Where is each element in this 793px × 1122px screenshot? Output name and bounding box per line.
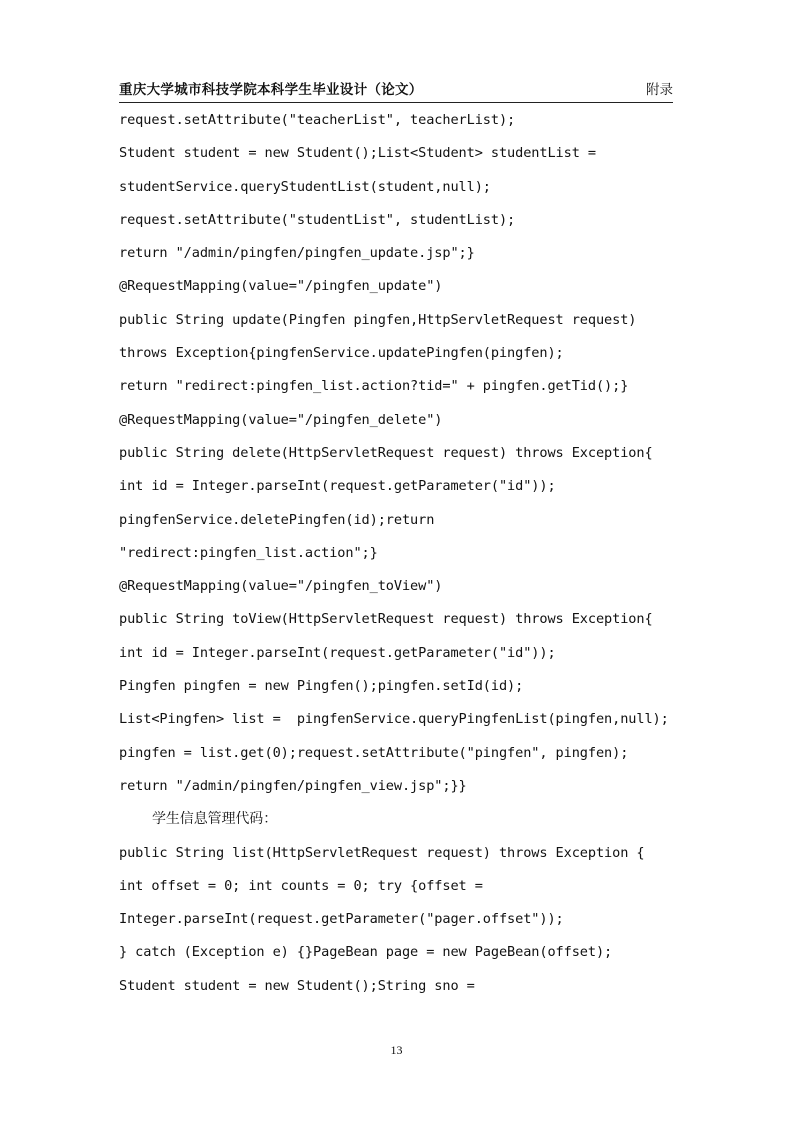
code-line: public String update(Pingfen pingfen,HttpServletRequest request)	[119, 311, 637, 328]
code-line: return "redirect:pingfen_list.action?tid=" + pingfen.getTid();}	[119, 378, 629, 395]
code-line: public String toView(HttpServletRequest request) throws Exception{	[119, 611, 653, 628]
code-line: } catch (Exception e) {}PageBean page = new PageBean(offset);	[119, 944, 613, 961]
code-line: int offset = 0; int counts = 0; try {offset =	[119, 877, 483, 894]
code-line: throws Exception{pingfenService.updatePingfen(pingfen);	[119, 345, 564, 362]
section-caption: 学生信息管理代码：	[152, 811, 278, 828]
code-line: pingfenService.deletePingfen(id);return	[119, 511, 435, 528]
code-line: "redirect:pingfen_list.action";}	[119, 544, 378, 561]
code-line: public String delete(HttpServletRequest request) throws Exception{	[119, 444, 653, 461]
code-line: @RequestMapping(value="/pingfen_toView")	[119, 578, 443, 595]
code-line: Student student = new Student();List<Student> studentList =	[119, 145, 596, 162]
code-line: request.setAttribute("teacherList", teacherList);	[119, 112, 516, 128]
code-line: @RequestMapping(value="/pingfen_update")	[119, 278, 443, 295]
code-line: Pingfen pingfen = new Pingfen();pingfen.setId(id);	[119, 678, 524, 695]
code-line: Integer.parseInt(request.getParameter("pager.offset"));	[119, 911, 564, 928]
code-line: public String list(HttpServletRequest request) throws Exception {	[119, 844, 645, 861]
code-listing	[119, 107, 679, 1006]
code-line: List<Pingfen> list = pingfenService.queryPingfenList(pingfen,null);	[119, 711, 669, 728]
code-line: studentService.queryStudentList(student,null);	[119, 178, 491, 195]
page-number: 13	[390, 1043, 403, 1057]
code-line: @RequestMapping(value="/pingfen_delete")	[119, 411, 443, 428]
code-line: int id = Integer.parseInt(request.getParameter("id"));	[119, 644, 556, 661]
code-line: pingfen = list.get(0);request.setAttribute("pingfen", pingfen);	[119, 744, 629, 761]
code-line: return "/admin/pingfen/pingfen_update.jsp";}	[119, 245, 475, 262]
header-title: 重庆大学城市科技学院本科学生毕业设计（论文）	[119, 82, 423, 98]
code-line: Student student = new Student();String sno =	[119, 977, 475, 994]
code-line: request.setAttribute("studentList", studentList);	[119, 211, 516, 228]
code-line: int id = Integer.parseInt(request.getParameter("id"));	[119, 478, 556, 495]
code-line: return "/admin/pingfen/pingfen_view.jsp";}}	[119, 777, 467, 794]
header-section-label: 附录	[646, 82, 673, 98]
page-header	[119, 74, 673, 103]
